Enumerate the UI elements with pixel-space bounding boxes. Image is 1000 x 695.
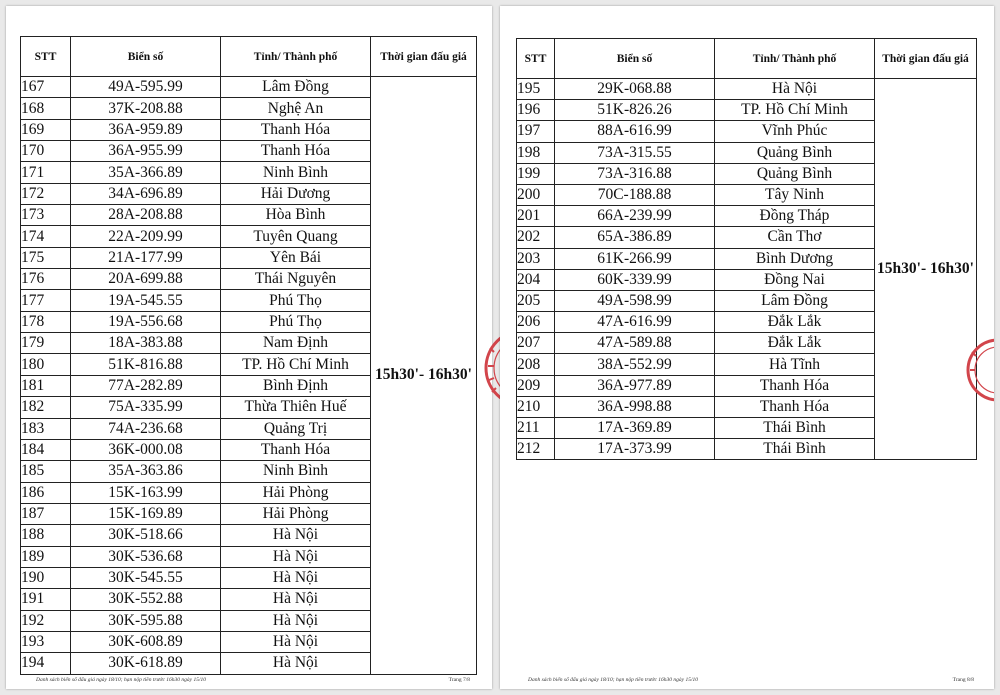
row-province: Yên Bái [221, 247, 371, 268]
row-province: Hà Tĩnh [715, 354, 875, 375]
row-stt: 167 [21, 77, 71, 98]
row-province: Tây Ninh [715, 184, 875, 205]
row-stt: 180 [21, 354, 71, 375]
row-province: Đắk Lắk [715, 333, 875, 354]
header-stt: STT [21, 37, 71, 77]
auction-time-cell: 15h30'- 16h30' [875, 79, 977, 460]
row-stt: 170 [21, 141, 71, 162]
row-stt: 172 [21, 183, 71, 204]
row-province: Ninh Bình [221, 461, 371, 482]
row-stt: 198 [517, 142, 555, 163]
row-plate-number: 15K-169.89 [71, 503, 221, 524]
row-plate-number: 38A-552.99 [555, 354, 715, 375]
row-province: Hà Nội [221, 653, 371, 674]
row-plate-number: 20A-699.88 [71, 269, 221, 290]
row-province: Thanh Hóa [715, 396, 875, 417]
row-stt: 206 [517, 312, 555, 333]
row-plate-number: 36K-000.08 [71, 439, 221, 460]
row-province: Nam Định [221, 333, 371, 354]
row-province: Thừa Thiên Huế [221, 397, 371, 418]
row-province: Ninh Bình [221, 162, 371, 183]
row-plate-number: 61K-266.99 [555, 248, 715, 269]
document-page-left [6, 6, 492, 689]
row-stt: 211 [517, 418, 555, 439]
row-stt: 174 [21, 226, 71, 247]
row-stt: 201 [517, 206, 555, 227]
row-stt: 193 [21, 631, 71, 652]
row-stt: 205 [517, 290, 555, 311]
row-stt: 197 [517, 121, 555, 142]
table-row [21, 77, 477, 98]
row-stt: 203 [517, 248, 555, 269]
red-seal-stamp [954, 330, 994, 450]
row-province: Hà Nội [221, 546, 371, 567]
row-plate-number: 35A-366.89 [71, 162, 221, 183]
row-plate-number: 36A-998.88 [555, 396, 715, 417]
row-plate-number: 30K-618.89 [71, 653, 221, 674]
row-stt: 202 [517, 227, 555, 248]
row-province: Vĩnh Phúc [715, 121, 875, 142]
row-province: Cần Thơ [715, 227, 875, 248]
row-stt: 199 [517, 163, 555, 184]
row-stt: 175 [21, 247, 71, 268]
row-plate-number: 60K-339.99 [555, 269, 715, 290]
row-plate-number: 30K-595.88 [71, 610, 221, 631]
row-province: Bình Dương [715, 248, 875, 269]
row-province: Phú Thọ [221, 311, 371, 332]
row-plate-number: 37K-208.88 [71, 98, 221, 119]
row-province: Thanh Hóa [221, 439, 371, 460]
row-stt: 187 [21, 503, 71, 524]
row-province: Hà Nội [221, 589, 371, 610]
row-plate-number: 49A-595.99 [71, 77, 221, 98]
row-plate-number: 17A-373.99 [555, 439, 715, 460]
row-plate-number: 36A-977.89 [555, 375, 715, 396]
row-plate-number: 77A-282.89 [71, 375, 221, 396]
table-header-row [21, 37, 477, 77]
row-stt: 189 [21, 546, 71, 567]
row-plate-number: 51K-826.26 [555, 100, 715, 121]
row-plate-number: 65A-386.89 [555, 227, 715, 248]
document-page-right [500, 6, 994, 689]
row-stt: 183 [21, 418, 71, 439]
row-province: Thanh Hóa [715, 375, 875, 396]
row-stt: 212 [517, 439, 555, 460]
row-stt: 169 [21, 119, 71, 140]
row-stt: 191 [21, 589, 71, 610]
row-stt: 207 [517, 333, 555, 354]
row-province: TP. Hồ Chí Minh [221, 354, 371, 375]
row-province: Quảng Bình [715, 142, 875, 163]
table-row [517, 79, 977, 100]
row-stt: 194 [21, 653, 71, 674]
header-auction-time: Thời gian đấu giá [875, 39, 977, 79]
row-province: Bình Định [221, 375, 371, 396]
row-plate-number: 29K-068.88 [555, 79, 715, 100]
row-province: Hà Nội [221, 631, 371, 652]
row-province: Quảng Trị [221, 418, 371, 439]
row-stt: 182 [21, 397, 71, 418]
row-plate-number: 30K-608.89 [71, 631, 221, 652]
row-plate-number: 35A-363.86 [71, 461, 221, 482]
row-province: Tuyên Quang [221, 226, 371, 247]
row-plate-number: 47A-616.99 [555, 312, 715, 333]
row-province: Thái Bình [715, 418, 875, 439]
table-header-row [517, 39, 977, 79]
table-body-left [21, 77, 477, 675]
row-stt: 195 [517, 79, 555, 100]
row-plate-number: 47A-589.88 [555, 333, 715, 354]
row-province: Đắk Lắk [715, 312, 875, 333]
row-province: Thái Bình [715, 439, 875, 460]
row-province: Đồng Tháp [715, 206, 875, 227]
row-province: Hà Nội [221, 610, 371, 631]
row-province: Quảng Bình [715, 163, 875, 184]
row-plate-number: 49A-598.99 [555, 290, 715, 311]
row-province: TP. Hồ Chí Minh [715, 100, 875, 121]
row-plate-number: 70C-188.88 [555, 184, 715, 205]
row-province: Hà Nội [715, 79, 875, 100]
row-plate-number: 30K-518.66 [71, 525, 221, 546]
row-stt: 178 [21, 311, 71, 332]
header-plate: Biển số [71, 37, 221, 77]
row-plate-number: 19A-545.55 [71, 290, 221, 311]
row-stt: 204 [517, 269, 555, 290]
row-plate-number: 66A-239.99 [555, 206, 715, 227]
row-province: Đồng Nai [715, 269, 875, 290]
footer-note: Danh sách biển số đấu giá ngày 18/10; hạn nộp tiền trước 16h30 ngày 15/10 [528, 677, 699, 683]
row-plate-number: 19A-556.68 [71, 311, 221, 332]
row-province: Hòa Bình [221, 205, 371, 226]
row-stt: 208 [517, 354, 555, 375]
row-province: Hà Nội [221, 525, 371, 546]
row-plate-number: 17A-369.89 [555, 418, 715, 439]
row-province: Hà Nội [221, 567, 371, 588]
plate-table-left [20, 36, 477, 675]
row-stt: 185 [21, 461, 71, 482]
row-province: Thái Nguyên [221, 269, 371, 290]
row-stt: 196 [517, 100, 555, 121]
footer-note: Danh sách biển số đấu giá ngày 18/10; hạn nộp tiền trước 16h30 ngày 15/10 [36, 677, 207, 683]
row-stt: 181 [21, 375, 71, 396]
header-province: Tỉnh/ Thành phố [221, 37, 371, 77]
row-plate-number: 18A-383.88 [71, 333, 221, 354]
row-stt: 188 [21, 525, 71, 546]
row-plate-number: 74A-236.68 [71, 418, 221, 439]
row-plate-number: 30K-536.68 [71, 546, 221, 567]
row-plate-number: 88A-616.99 [555, 121, 715, 142]
row-province: Lâm Đồng [715, 290, 875, 311]
row-province: Hải Dương [221, 183, 371, 204]
row-stt: 209 [517, 375, 555, 396]
row-stt: 186 [21, 482, 71, 503]
page-number: Trang 7/8 [448, 677, 470, 683]
row-plate-number: 21A-177.99 [71, 247, 221, 268]
header-stt: STT [517, 39, 555, 79]
row-stt: 176 [21, 269, 71, 290]
row-stt: 210 [517, 396, 555, 417]
row-stt: 200 [517, 184, 555, 205]
row-stt: 192 [21, 610, 71, 631]
row-province: Nghệ An [221, 98, 371, 119]
row-plate-number: 73A-315.55 [555, 142, 715, 163]
row-plate-number: 75A-335.99 [71, 397, 221, 418]
row-province: Thanh Hóa [221, 119, 371, 140]
row-plate-number: 30K-545.55 [71, 567, 221, 588]
row-stt: 177 [21, 290, 71, 311]
row-plate-number: 51K-816.88 [71, 354, 221, 375]
row-province: Hải Phòng [221, 503, 371, 524]
table-body-right [517, 79, 977, 460]
row-stt: 171 [21, 162, 71, 183]
row-stt: 173 [21, 205, 71, 226]
row-stt: 190 [21, 567, 71, 588]
row-province: Phú Thọ [221, 290, 371, 311]
row-stt: 179 [21, 333, 71, 354]
row-plate-number: 36A-955.99 [71, 141, 221, 162]
row-plate-number: 28A-208.88 [71, 205, 221, 226]
row-province: Lâm Đồng [221, 77, 371, 98]
row-plate-number: 73A-316.88 [555, 163, 715, 184]
header-auction-time: Thời gian đấu giá [371, 37, 477, 77]
row-plate-number: 34A-696.89 [71, 183, 221, 204]
auction-time-cell: 15h30'- 16h30' [371, 77, 477, 675]
row-stt: 168 [21, 98, 71, 119]
header-province: Tỉnh/ Thành phố [715, 39, 875, 79]
row-province: Thanh Hóa [221, 141, 371, 162]
plate-table-right [516, 38, 977, 460]
row-plate-number: 15K-163.99 [71, 482, 221, 503]
row-stt: 184 [21, 439, 71, 460]
header-plate: Biển số [555, 39, 715, 79]
row-plate-number: 30K-552.88 [71, 589, 221, 610]
row-plate-number: 36A-959.89 [71, 119, 221, 140]
row-province: Hải Phòng [221, 482, 371, 503]
page-number: Trang 8/8 [952, 677, 974, 683]
row-plate-number: 22A-209.99 [71, 226, 221, 247]
